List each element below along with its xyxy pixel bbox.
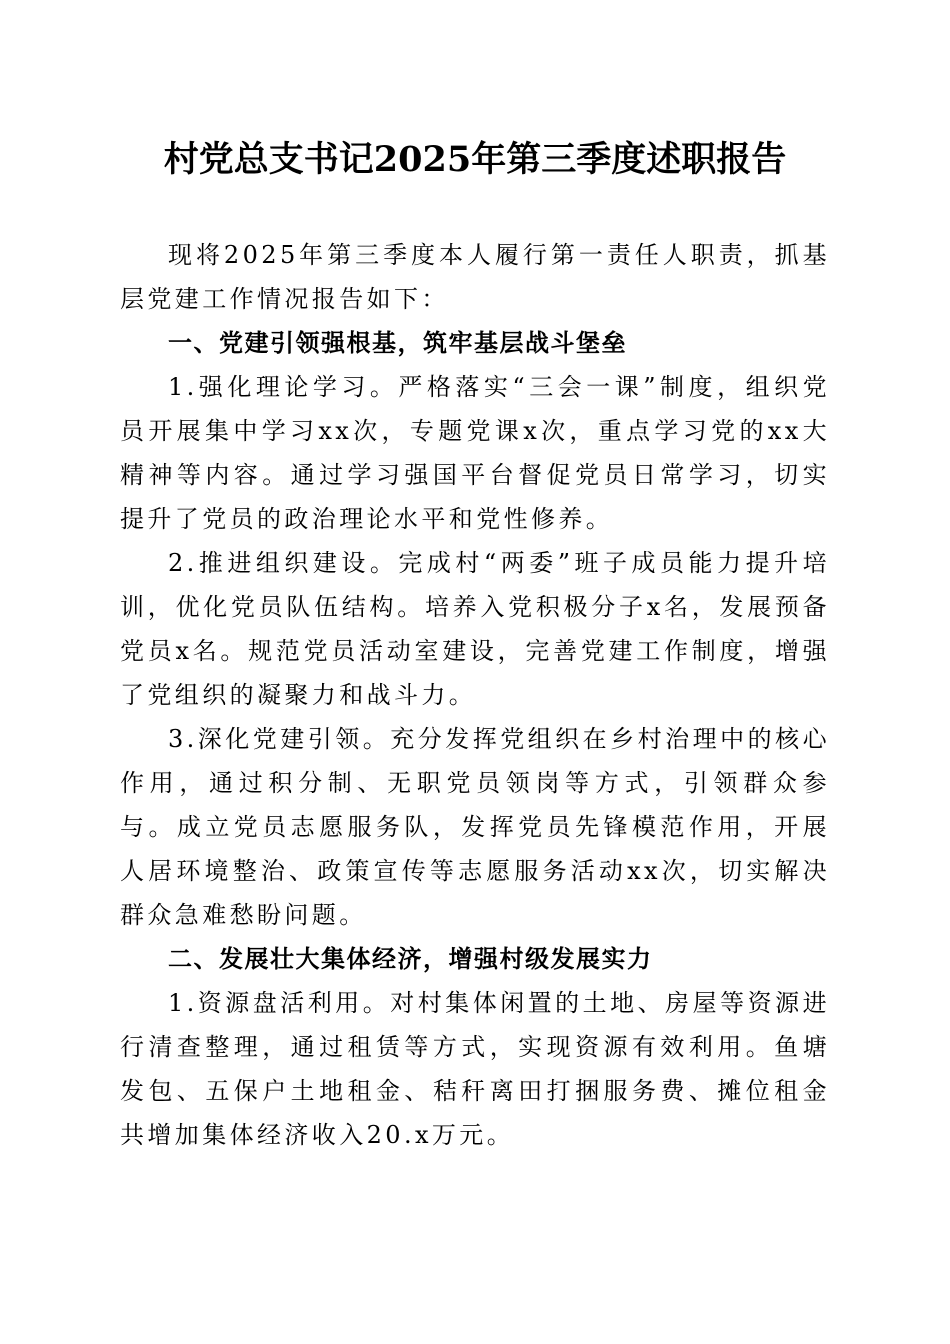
section1-paragraph-1: 1.强化理论学习。严格落实“三会一课”制度，组织党员开展集中学习xx次，专题党课x次，重点学习党的xx大精神等内容。通过学习强国平台督促党员日常学习，切实提升了党员的政治理论水平和党性修养。 xyxy=(120,373,830,533)
section1-paragraph-2: 2.推进组织建设。完成村“两委”班子成员能力提升培训，优化党员队伍结构。培养入党积极分子x名，发展预备党员x名。规范党员活动室建设，完善党建工作制度，增强了党组织的凝聚力和战斗力。 xyxy=(120,549,830,709)
document-title: 村党总支书记2025年第三季度述职报告 xyxy=(163,139,787,180)
section1-paragraph-3: 3.深化党建引领。充分发挥党组织在乡村治理中的核心作用，通过积分制、无职党员领岗等方式，引领群众参与。成立党员志愿服务队，发挥党员先锋模范作用，开展人居环境整治、政策宣传等志愿服务活动xx次，切实解决群众急难愁盼问题。 xyxy=(120,725,830,929)
section-heading-2: 二、发展壮大集体经济，增强村级发展实力 xyxy=(168,945,653,973)
document-body xyxy=(120,233,830,1157)
intro-paragraph: 现将2025年第三季度本人履行第一责任人职责，抓基层党建工作情况报告如下： xyxy=(120,241,830,313)
section2-paragraph-1: 1.资源盘活利用。对村集体闲置的土地、房屋等资源进行清查整理，通过租赁等方式，实现资源有效利用。鱼塘发包、五保户土地租金、秸秆离田打捆服务费、摊位租金共增加集体经济收入20.x万元。 xyxy=(120,989,830,1149)
section-heading-1: 一、党建引领强根基，筑牢基层战斗堡垒 xyxy=(168,329,627,357)
